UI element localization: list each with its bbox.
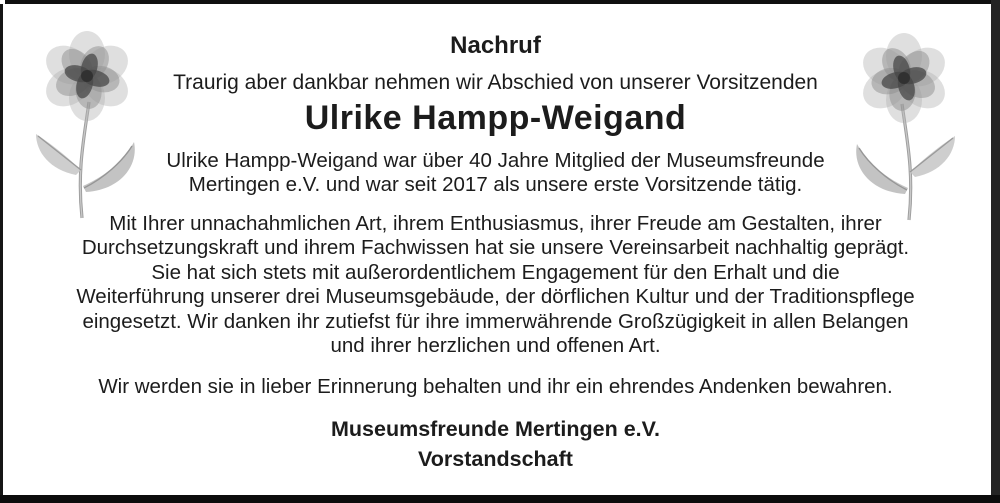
- clipping-border-right: [991, 0, 1000, 503]
- remembrance-line: Wir werden sie in lieber Erinnerung behalten und ihr ein ehrendes Andenken bewahren.: [98, 375, 893, 398]
- tribute-line: Durchsetzungskraft und ihrem Fachwissen hat sie unsere Vereinsarbeit nachhaltig geprägt.: [81, 236, 910, 260]
- tribute-paragraph: [0, 212, 991, 358]
- intro-line: Traurig aber dankbar nehmen wir Abschied von unserer Vorsitzenden: [173, 71, 818, 94]
- deceased-name: Ulrike Hampp-Weigand: [304, 99, 687, 137]
- tribute-line: eingesetzt. Wir danken ihr zutiefst für ihre immerwährende Großzügigkeit in allen Belangen: [82, 309, 909, 333]
- tribute-line: und ihrer herzlichen und offenen Art.: [330, 334, 661, 358]
- role-line: Ulrike Hampp-Weigand war über 40 Jahre Mitglied der Museumsfreunde: [166, 149, 825, 172]
- signature-board: Vorstandschaft: [418, 447, 573, 471]
- clipping-border-bottom: [0, 495, 1000, 503]
- tribute-line: Weiterführung unserer drei Museumsgebäude, der dörflichen Kultur und der Traditionspflege: [76, 285, 915, 309]
- tribute-line: Sie hat sich stets mit außerordentlichem Engagement für den Erhalt und die: [151, 260, 840, 284]
- clipping-border-top: [5, 0, 992, 4]
- obituary-title: Nachruf: [450, 32, 541, 59]
- role-line: Mertingen e.V. und war seit 2017 als unsere erste Vorsitzende tätig.: [188, 173, 803, 196]
- signature-organization: Museumsfreunde Mertingen e.V.: [331, 417, 660, 441]
- tribute-line: Mit Ihrer unnachahmlichen Art, ihrem Enthusiasmus, ihrer Freude am Gestalten, ihrer: [109, 212, 882, 235]
- role-paragraph: [0, 149, 991, 197]
